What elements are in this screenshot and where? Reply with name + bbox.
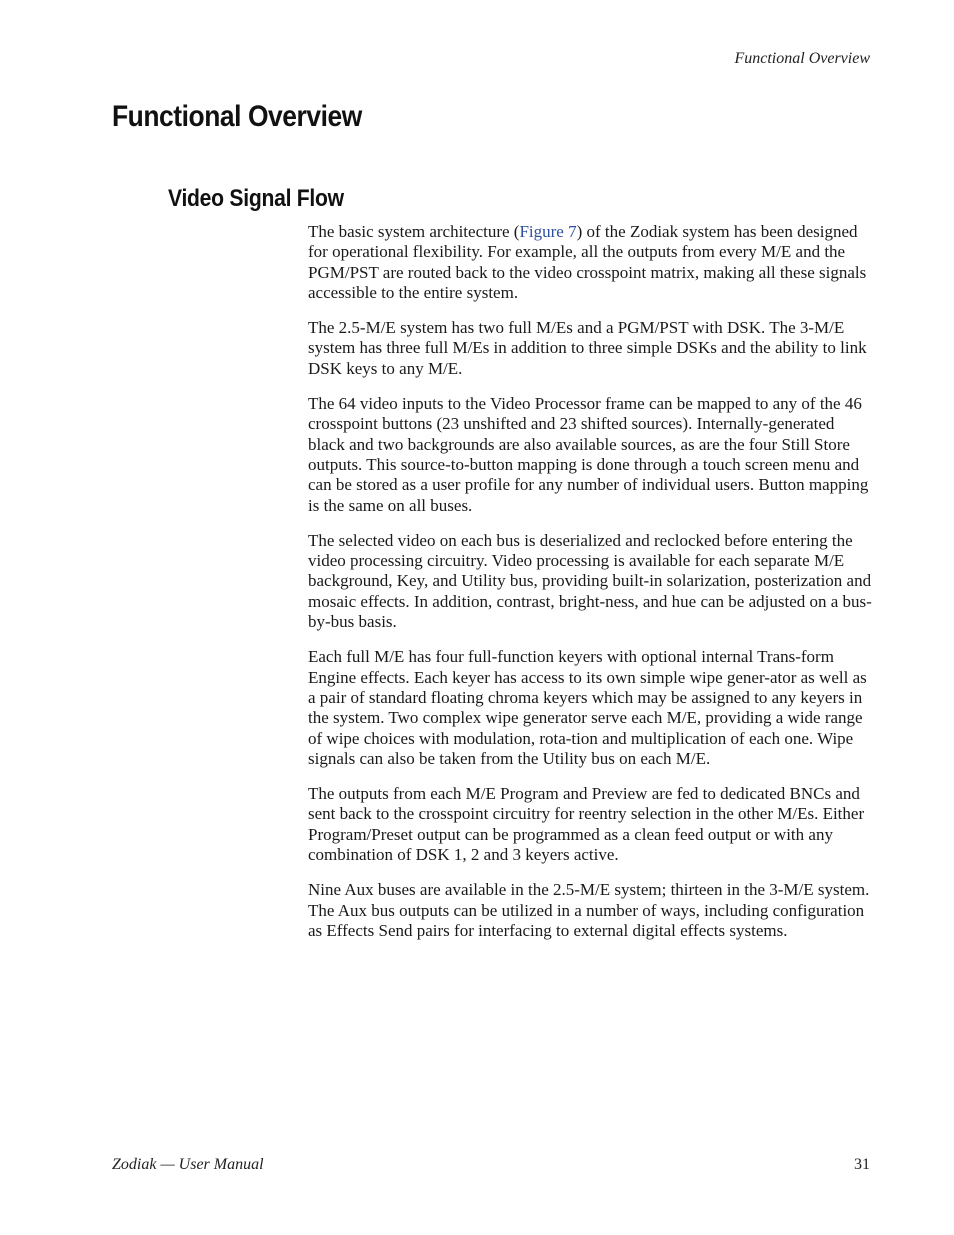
paragraph-1-before-link: The basic system architecture (	[308, 222, 520, 241]
paragraph-3: The 64 video inputs to the Video Processor frame can be mapped to any of the 46 crosspoint buttons (23 unshifted and 23 shifted sources). Internally-generated black and two backgrounds are also available sources, as are the four Still Store outputs. This source-to-button mapping is done through a touch screen menu and can be stored as a user profile for any number of individual users. Button mapping is the same on all buses.	[308, 394, 869, 515]
paragraph-7: Nine Aux buses are available in the 2.5-M/E system; thirteen in the 3-M/E system. The Aux bus outputs can be utilized in a number of ways, including configuration as Effects Send pairs for interfacing to external digital effects systems.	[308, 880, 870, 940]
section-title: Video Signal Flow	[168, 185, 344, 212]
paragraph-5: Each full M/E has four full-function keyers with optional internal Trans-form Engine effects. Each keyer has access to its own simple wipe gener-ator as well as a pair of standard floating chroma keyers which may be assigned to any keyers in the system. Two complex wipe generator serve each M/E, providing a wide range of wipe choices with modulation, rota-tion and multiplication of each one. Wipe signals can also be taken from the Utility bus on each M/E.	[308, 647, 867, 768]
chapter-title: Functional Overview	[112, 100, 362, 133]
body-text	[308, 222, 872, 956]
paragraph-2: The 2.5-M/E system has two full M/Es and a PGM/PST with DSK. The 3-M/E system has three full M/Es in addition to three simple DSKs and the ability to link DSK keys to any M/E.	[308, 318, 867, 378]
paragraph-4: The selected video on each bus is deserialized and reclocked before entering the video processing circuitry. Video processing is available for each separate M/E background, Key, and Utility bus, providing built-in solarization, posterization and mosaic effects. In addition, contrast, bright-ness, and hue can be adjusted on a bus-by-bus basis.	[308, 530, 872, 632]
paragraph-1-after-link: ) of the Zodiak system has been designed for operational flexibility. For example, all the outputs from every M/E and the PGM/PST are routed back to the video crosspoint matrix, making all these signals accessible to the entire system.	[308, 222, 867, 302]
footer-manual-title: Zodiak — User Manual	[112, 1156, 264, 1173]
paragraph-6: The outputs from each M/E Program and Preview are fed to dedicated BNCs and sent back to the crosspoint circuitry for reentry selection in the other M/Es. Either Program/Preset output can be programmed as a clean feed output or with any combination of DSK 1, 2 and 3 keyers active.	[308, 784, 865, 865]
running-header: Functional Overview	[734, 50, 870, 67]
paragraph-1	[308, 222, 872, 303]
figure-7-link[interactable]: Figure 7	[519, 222, 577, 241]
page-number: 31	[854, 1156, 870, 1173]
